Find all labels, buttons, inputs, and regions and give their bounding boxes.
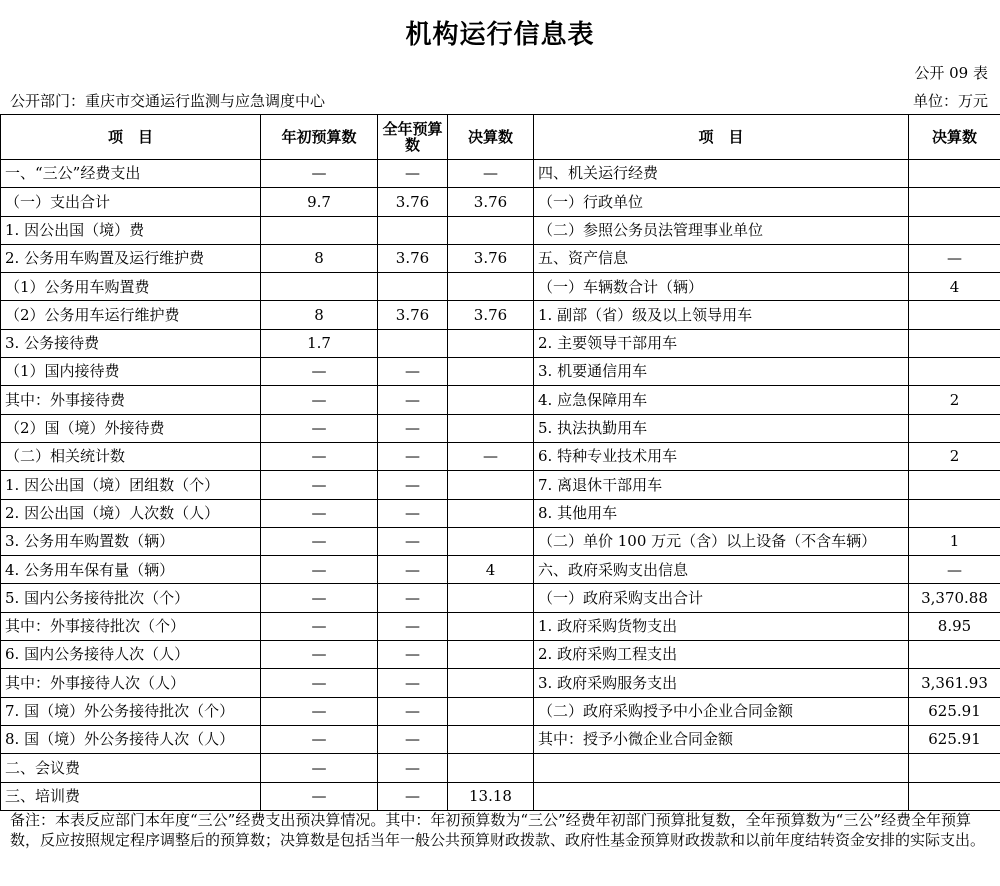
final-cell — [448, 641, 534, 669]
right-item-cell: 4. 应急保障用车 — [534, 386, 909, 414]
budget-full-cell: 3.76 — [378, 301, 448, 329]
table-row — [1, 527, 1000, 555]
budget-initial-cell: — — [261, 725, 378, 753]
budget-full-cell: — — [378, 584, 448, 612]
final-cell — [448, 358, 534, 386]
left-item-cell: 二、会议费 — [1, 754, 261, 782]
budget-full-cell: — — [378, 358, 448, 386]
right-final-cell: 2 — [909, 386, 1000, 414]
right-final-cell — [909, 329, 1000, 357]
budget-initial-cell: 9.7 — [261, 188, 378, 216]
final-cell — [448, 216, 534, 244]
left-item-cell: 7. 国（境）外公务接待批次（个） — [1, 697, 261, 725]
final-cell: — — [448, 442, 534, 470]
right-item-cell: 1. 副部（省）级及以上领导用车 — [534, 301, 909, 329]
budget-full-cell: — — [378, 386, 448, 414]
right-final-cell: 4 — [909, 273, 1000, 301]
table-row — [1, 244, 1000, 272]
budget-initial-cell: 8 — [261, 301, 378, 329]
right-final-cell — [909, 301, 1000, 329]
budget-initial-cell: — — [261, 641, 378, 669]
right-item-cell: （一）车辆数合计（辆） — [534, 273, 909, 301]
right-final-cell — [909, 358, 1000, 386]
right-item-cell: 3. 政府采购服务支出 — [534, 669, 909, 697]
right-final-cell: 1 — [909, 527, 1000, 555]
right-item-cell — [534, 782, 909, 810]
table-row — [1, 725, 1000, 753]
right-final-cell — [909, 782, 1000, 810]
budget-full-cell: — — [378, 160, 448, 188]
footnote: 备注：本表反应部门本年度“三公”经费支出预决算情况。其中：年初预算数为“三公”经费年初部门预算批复数，全年预算数为“三公”经费全年预算数，反应按照规定程序调整后的预算数；决算数是包括当年一般公共预算财政拨款、政府性基金预算财政拨款和以前年度结转资金安排的实际支出。 — [10, 811, 986, 849]
right-final-cell — [909, 641, 1000, 669]
header-budget-full: 全年预算数 — [378, 115, 448, 160]
final-cell — [448, 499, 534, 527]
department-label: 公开部门：重庆市交通运行监测与应急调度中心 — [10, 92, 326, 110]
right-final-cell: — — [909, 556, 1000, 584]
budget-initial-cell: — — [261, 358, 378, 386]
budget-full-cell: — — [378, 697, 448, 725]
right-final-cell — [909, 160, 1000, 188]
right-item-cell: （二）单价 100 万元（含）以上设备（不含车辆） — [534, 527, 909, 555]
budget-full-cell: — — [378, 641, 448, 669]
left-item-cell: （一）支出合计 — [1, 188, 261, 216]
left-item-cell: 4. 公务用车保有量（辆） — [1, 556, 261, 584]
table-row — [1, 754, 1000, 782]
budget-initial-cell: — — [261, 471, 378, 499]
budget-full-cell: — — [378, 556, 448, 584]
left-item-cell: 2. 因公出国（境）人次数（人） — [1, 499, 261, 527]
budget-full-cell: — — [378, 471, 448, 499]
left-item-cell: 6. 国内公务接待人次（人） — [1, 641, 261, 669]
right-final-cell: 2 — [909, 442, 1000, 470]
final-cell: 3.76 — [448, 301, 534, 329]
left-item-cell: 一、“三公”经费支出 — [1, 160, 261, 188]
table-row — [1, 442, 1000, 470]
table-row — [1, 329, 1000, 357]
table-row — [1, 499, 1000, 527]
left-item-cell: 三、培训费 — [1, 782, 261, 810]
table-row — [1, 358, 1000, 386]
right-final-cell: — — [909, 244, 1000, 272]
final-cell — [448, 669, 534, 697]
right-item-cell: （二）参照公务员法管理事业单位 — [534, 216, 909, 244]
budget-initial-cell: — — [261, 414, 378, 442]
table-row — [1, 216, 1000, 244]
budget-initial-cell: — — [261, 754, 378, 782]
right-item-cell: （二）政府采购授予中小企业合同金额 — [534, 697, 909, 725]
table-row — [1, 471, 1000, 499]
final-cell: 13.18 — [448, 782, 534, 810]
budget-initial-cell: — — [261, 669, 378, 697]
table-row — [1, 697, 1000, 725]
budget-initial-cell: — — [261, 527, 378, 555]
table-row — [1, 782, 1000, 810]
budget-initial-cell: — — [261, 442, 378, 470]
final-cell — [448, 754, 534, 782]
left-item-cell: 5. 国内公务接待批次（个） — [1, 584, 261, 612]
table-row — [1, 414, 1000, 442]
left-item-cell: （1）国内接待费 — [1, 358, 261, 386]
right-final-cell — [909, 499, 1000, 527]
left-item-cell: 3. 公务接待费 — [1, 329, 261, 357]
final-cell — [448, 584, 534, 612]
final-cell — [448, 471, 534, 499]
budget-initial-cell: — — [261, 697, 378, 725]
budget-full-cell: 3.76 — [378, 244, 448, 272]
right-final-cell: 3,361.93 — [909, 669, 1000, 697]
budget-full-cell: — — [378, 414, 448, 442]
budget-initial-cell: 8 — [261, 244, 378, 272]
final-cell: 3.76 — [448, 244, 534, 272]
header-right-final: 决算数 — [909, 115, 1000, 160]
header-budget-initial: 年初预算数 — [261, 115, 378, 160]
budget-full-cell — [378, 329, 448, 357]
final-cell: 4 — [448, 556, 534, 584]
header-final: 决算数 — [448, 115, 534, 160]
final-cell — [448, 414, 534, 442]
budget-initial-cell — [261, 273, 378, 301]
left-item-cell: 3. 公务用车购置数（辆） — [1, 527, 261, 555]
budget-initial-cell: — — [261, 584, 378, 612]
right-item-cell: （一）行政单位 — [534, 188, 909, 216]
right-final-cell — [909, 754, 1000, 782]
final-cell — [448, 725, 534, 753]
right-final-cell: 625.91 — [909, 697, 1000, 725]
table-row — [1, 160, 1000, 188]
budget-initial-cell: 1.7 — [261, 329, 378, 357]
budget-full-cell: — — [378, 725, 448, 753]
budget-full-cell: — — [378, 612, 448, 640]
budget-full-cell: — — [378, 782, 448, 810]
header-right-item: 项 目 — [534, 115, 909, 160]
table-row — [1, 584, 1000, 612]
right-item-cell: 六、政府采购支出信息 — [534, 556, 909, 584]
table-row — [1, 301, 1000, 329]
budget-full-cell: — — [378, 754, 448, 782]
final-cell: — — [448, 160, 534, 188]
left-item-cell: （2）公务用车运行维护费 — [1, 301, 261, 329]
right-final-cell — [909, 188, 1000, 216]
right-item-cell: 1. 政府采购货物支出 — [534, 612, 909, 640]
final-cell — [448, 273, 534, 301]
budget-initial-cell: — — [261, 499, 378, 527]
budget-full-cell: — — [378, 527, 448, 555]
left-item-cell: （1）公务用车购置费 — [1, 273, 261, 301]
budget-initial-cell: — — [261, 386, 378, 414]
budget-full-cell: — — [378, 499, 448, 527]
table-row — [1, 273, 1000, 301]
final-cell: 3.76 — [448, 188, 534, 216]
budget-initial-cell: — — [261, 612, 378, 640]
final-cell — [448, 527, 534, 555]
info-table — [0, 114, 1000, 811]
right-item-cell — [534, 754, 909, 782]
budget-full-cell: 3.76 — [378, 188, 448, 216]
budget-initial-cell: — — [261, 782, 378, 810]
table-body — [1, 160, 1000, 811]
budget-full-cell: — — [378, 442, 448, 470]
budget-initial-cell: — — [261, 556, 378, 584]
budget-full-cell — [378, 216, 448, 244]
right-item-cell: （一）政府采购支出合计 — [534, 584, 909, 612]
budget-initial-cell — [261, 216, 378, 244]
final-cell — [448, 386, 534, 414]
left-item-cell: 1. 因公出国（境）团组数（个） — [1, 471, 261, 499]
budget-initial-cell: — — [261, 160, 378, 188]
right-item-cell: 6. 特种专业技术用车 — [534, 442, 909, 470]
right-final-cell — [909, 414, 1000, 442]
left-item-cell: （2）国（境）外接待费 — [1, 414, 261, 442]
header-left-item: 项 目 — [1, 115, 261, 160]
page-title: 机构运行信息表 — [405, 20, 595, 50]
table-row — [1, 556, 1000, 584]
final-cell — [448, 329, 534, 357]
left-item-cell: （二）相关统计数 — [1, 442, 261, 470]
table-row — [1, 669, 1000, 697]
right-item-cell: 8. 其他用车 — [534, 499, 909, 527]
table-row — [1, 612, 1000, 640]
budget-full-cell — [378, 273, 448, 301]
right-item-cell: 其中：授予小微企业合同金额 — [534, 725, 909, 753]
right-item-cell: 3. 机要通信用车 — [534, 358, 909, 386]
right-final-cell: 3,370.88 — [909, 584, 1000, 612]
right-item-cell: 五、资产信息 — [534, 244, 909, 272]
right-final-cell: 625.91 — [909, 725, 1000, 753]
right-item-cell: 7. 离退休干部用车 — [534, 471, 909, 499]
right-item-cell: 5. 执法执勤用车 — [534, 414, 909, 442]
left-item-cell: 其中：外事接待人次（人） — [1, 669, 261, 697]
budget-full-cell: — — [378, 669, 448, 697]
right-item-cell: 2. 主要领导干部用车 — [534, 329, 909, 357]
final-cell — [448, 697, 534, 725]
left-item-cell: 其中：外事接待批次（个） — [1, 612, 261, 640]
table-header-row — [1, 115, 1000, 160]
right-final-cell — [909, 216, 1000, 244]
right-final-cell: 8.95 — [909, 612, 1000, 640]
left-item-cell: 其中：外事接待费 — [1, 386, 261, 414]
right-final-cell — [909, 471, 1000, 499]
right-item-cell: 四、机关运行经费 — [534, 160, 909, 188]
left-item-cell: 8. 国（境）外公务接待人次（人） — [1, 725, 261, 753]
unit-label: 单位：万元 — [912, 92, 988, 110]
left-item-cell: 1. 因公出国（境）费 — [1, 216, 261, 244]
table-row — [1, 386, 1000, 414]
final-cell — [448, 612, 534, 640]
left-item-cell: 2. 公务用车购置及运行维护费 — [1, 244, 261, 272]
form-number: 公开 09 表 — [914, 64, 988, 82]
table-row — [1, 188, 1000, 216]
table-row — [1, 641, 1000, 669]
right-item-cell: 2. 政府采购工程支出 — [534, 641, 909, 669]
